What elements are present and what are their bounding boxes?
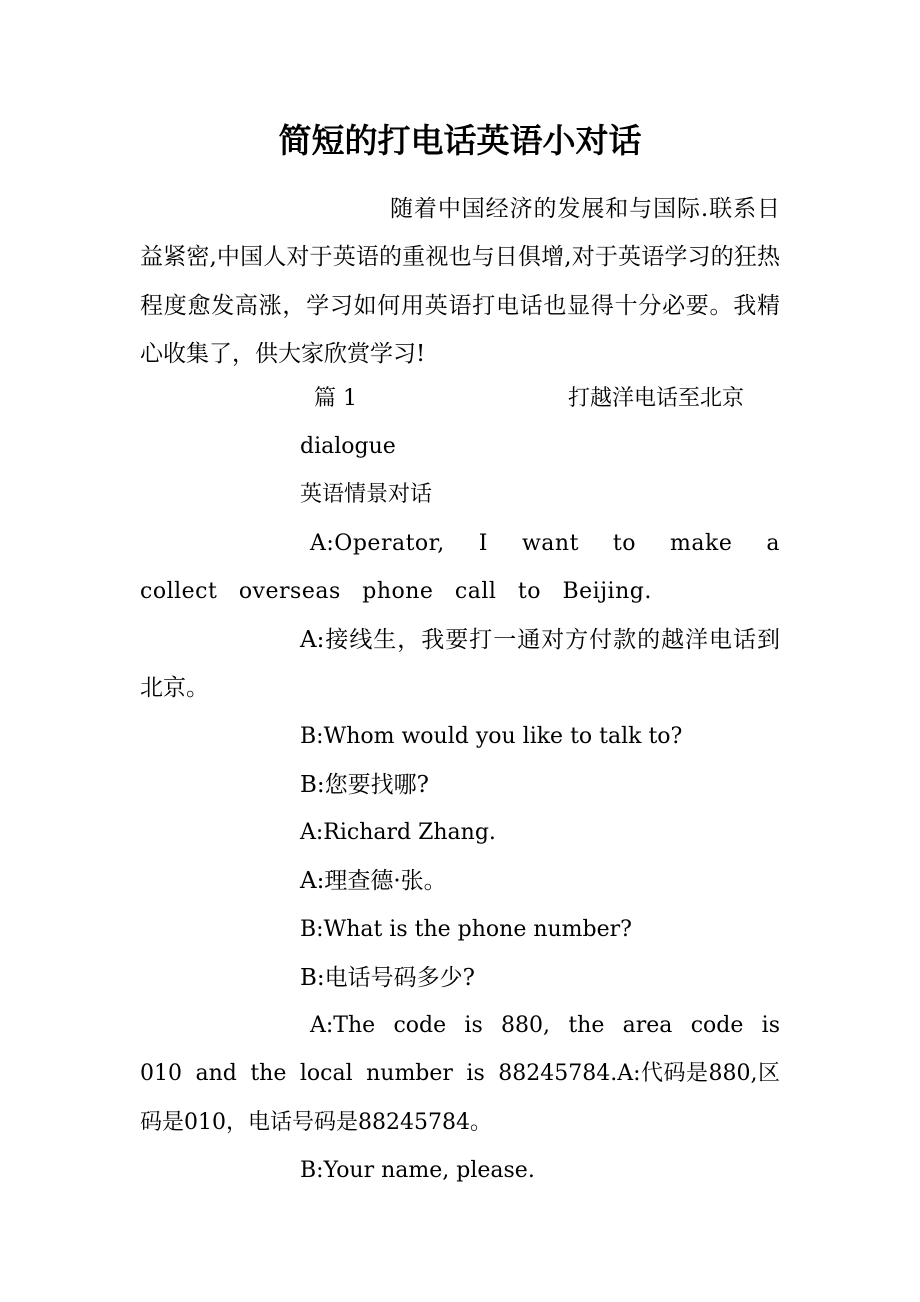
intro-paragraph: 随着中国经济的发展和与国际.联系日益紧密,中国人对于英语的重视也与日俱增,对于英语学习的狂热程度愈发高涨，学习如何用英语打电话也显得十分必要。我精心收集了，供大家欣赏学习! <box>140 196 780 367</box>
dialogue-line: A:Richard Zhang. <box>300 820 496 845</box>
dialogue-line: B:您要找哪? <box>300 772 429 798</box>
dialogue-line: A:Operator, I want to make a collect overseas phone call to Beijing. <box>140 531 780 605</box>
document-title: 简短的打电话英语小对话 <box>278 121 642 160</box>
section-title: 打越洋电话至北京 <box>568 386 745 411</box>
dialogue-line: A:理查德·张。 <box>300 868 447 894</box>
scene-label: 英语情景对话 <box>300 482 433 507</box>
dialogue-line: B:Your name, please. <box>300 1158 535 1183</box>
dialogue-line: B:What is the phone number? <box>300 917 632 942</box>
dialogue-line: B:Whom would you like to talk to? <box>300 724 683 749</box>
dialogue-label: dialogue <box>300 434 396 459</box>
dialogue-line: A:接线生，我要打一通对方付款的越洋电话到北京。 <box>140 627 780 702</box>
dialogue-line: B:电话号码多少? <box>300 965 475 991</box>
dialogue-line: A:The code is 880, the area code is 010 and the local number is 88245784.A:代码是880,区码是010，电话号码是88245784。 <box>140 1013 780 1135</box>
section-label: 篇 1 <box>314 386 357 411</box>
